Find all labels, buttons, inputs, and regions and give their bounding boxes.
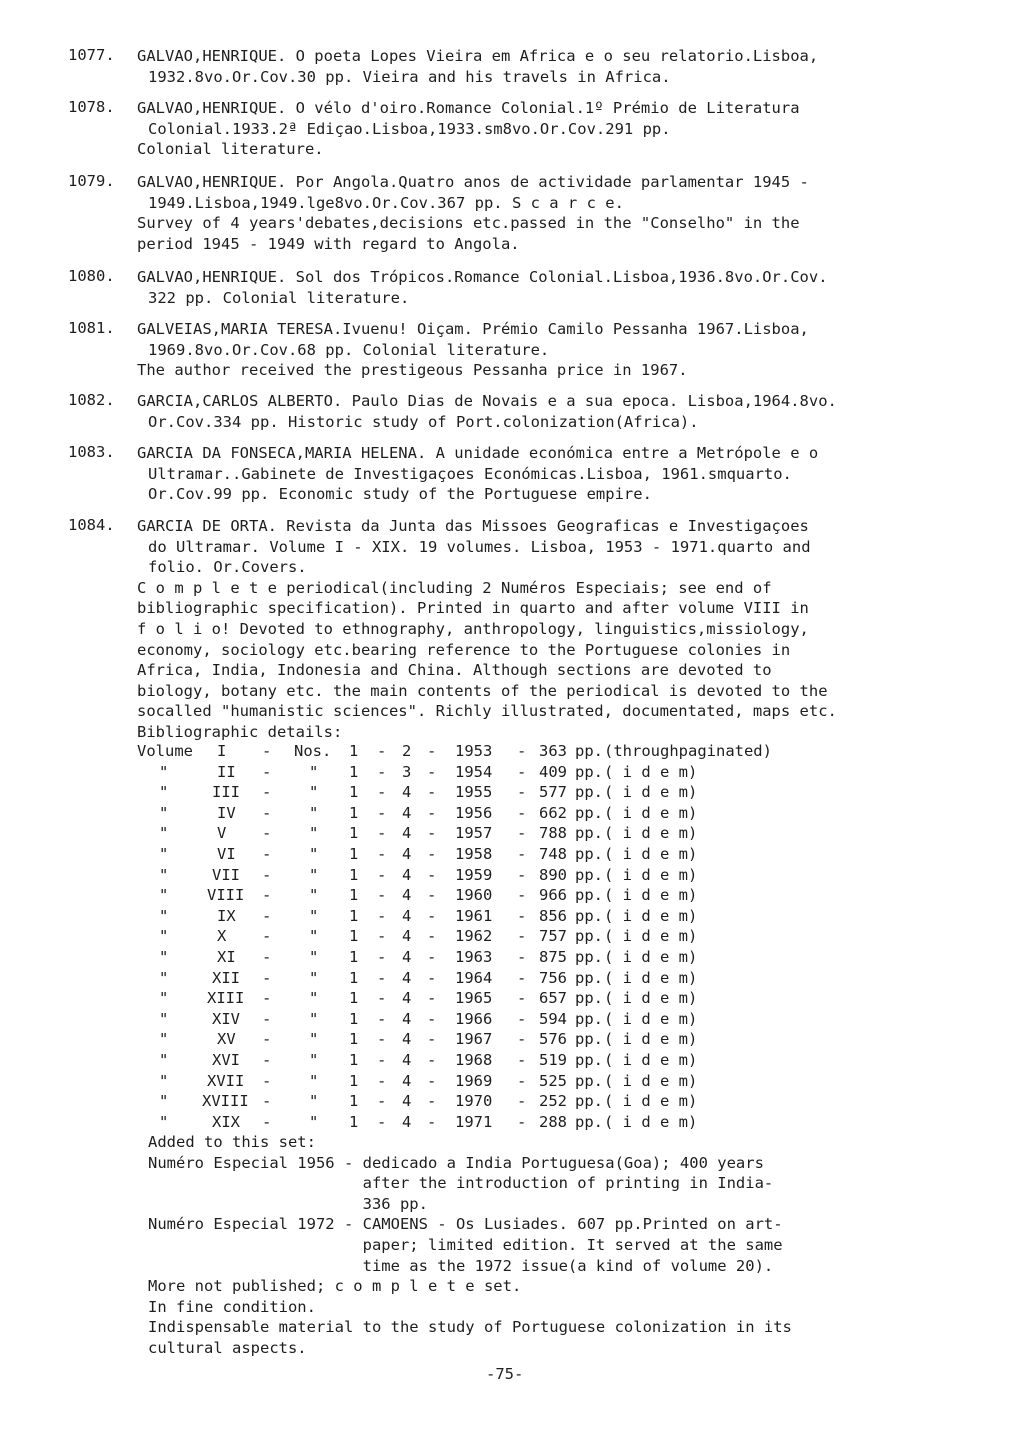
entry-line: GALVAO,HENRIQUE. O poeta Lopes Vieira em Africa e o seu relatorio.Lisboa, (137, 47, 819, 65)
volume-year: 1955 (455, 783, 493, 802)
volume-year: 1958 (455, 845, 493, 863)
volume-roman: XVIII (202, 1092, 249, 1111)
volume-pages: 748 (539, 845, 567, 863)
issue-from: 1 (349, 989, 359, 1008)
volume-note: ( i d e m) (604, 824, 698, 843)
separator: - (517, 762, 527, 781)
volume-note: ( i d e m) (604, 803, 698, 822)
volume-roman: XVI (212, 1051, 240, 1069)
volume-note: ( i d e m) (604, 1071, 698, 1090)
issue-to: 4 (402, 1051, 412, 1069)
volume-year: 1966 (455, 1009, 493, 1028)
issue-from: 1 (349, 783, 359, 802)
issue-from: 1 (349, 1112, 359, 1131)
separator: - (427, 845, 437, 863)
volume-pages: 409 (539, 762, 567, 781)
separator: - (262, 1051, 272, 1069)
separator: - (377, 989, 387, 1008)
issue-to: 4 (402, 1030, 412, 1049)
entry-line: C o m p l e t e periodical(including 2 Numéros Especiais; see end of (137, 578, 772, 597)
separator: - (427, 886, 437, 905)
nos-label: " (309, 783, 319, 802)
pages-unit: pp. (575, 865, 603, 884)
separator: - (377, 968, 387, 987)
volume-note: ( i d e m) (604, 989, 698, 1008)
separator: - (427, 968, 437, 987)
separator: - (377, 1112, 387, 1131)
volume-note: ( i d e m) (604, 1051, 698, 1069)
separator: - (517, 783, 527, 802)
volume-year: 1965 (455, 989, 493, 1008)
volume-pages: 890 (539, 865, 567, 884)
volume-pages: 252 (539, 1092, 567, 1111)
volume-pages: 577 (539, 783, 567, 802)
nos-label: " (309, 824, 319, 843)
nos-label: " (309, 906, 319, 925)
entry-line: folio. Or.Covers. (148, 558, 307, 577)
volume-pages: 576 (539, 1030, 567, 1049)
volume-pages: 288 (539, 1112, 567, 1131)
entry-number: 1082. (68, 391, 115, 409)
tail-line: More not published; c o m p l e t e set. (148, 1277, 522, 1296)
entry-line: Or.Cov.99 pp. Economic study of the Portuguese empire. (148, 485, 652, 504)
separator: - (427, 927, 437, 946)
issue-to: 4 (402, 948, 412, 966)
volume-note: ( i d e m) (604, 968, 698, 987)
separator: - (517, 906, 527, 925)
entry-number: 1084. (68, 516, 115, 534)
issue-to: 4 (402, 865, 412, 884)
issue-to: 3 (402, 762, 412, 781)
separator: - (262, 906, 272, 925)
volume-pages: 657 (539, 989, 567, 1008)
entry-line: Ultramar..Gabinete de Investigaçoes Económicas.Lisboa, 1961.smquarto. (148, 464, 792, 483)
entry-line: 1969.8vo.Or.Cov.68 pp. Colonial literature. (148, 340, 550, 359)
issue-to: 4 (402, 906, 412, 925)
separator: - (427, 783, 437, 802)
separator: - (262, 803, 272, 822)
volume-roman: XIX (212, 1112, 240, 1131)
volume-label: " (159, 1071, 169, 1090)
volume-roman: VII (212, 865, 240, 884)
volume-roman: XIV (212, 1009, 240, 1028)
issue-to: 4 (402, 1092, 412, 1111)
tail-line: Added to this set: (148, 1133, 316, 1151)
separator: - (262, 742, 272, 760)
pages-unit: pp. (575, 803, 603, 822)
separator: - (517, 1071, 527, 1090)
nos-label: " (309, 968, 319, 987)
volume-label: " (159, 1051, 169, 1069)
issue-to: 2 (402, 742, 412, 760)
nos-label: " (309, 762, 319, 781)
volume-year: 1967 (455, 1030, 493, 1049)
volume-roman: XI (217, 948, 236, 966)
entry-line: 1949.Lisboa,1949.lge8vo.Or.Cov.367 pp. S c a r c e. (148, 193, 624, 212)
volume-label: " (159, 989, 169, 1008)
separator: - (377, 1030, 387, 1049)
separator: - (377, 783, 387, 802)
tail-line: cultural aspects. (148, 1339, 307, 1357)
pages-unit: pp. (575, 989, 603, 1008)
page-number: -75- (486, 1365, 524, 1383)
volume-note: ( i d e m) (604, 948, 698, 966)
separator: - (427, 906, 437, 925)
separator: - (517, 1112, 527, 1131)
volume-year: 1963 (455, 948, 493, 966)
entry-number: 1078. (68, 98, 115, 116)
separator: - (517, 803, 527, 822)
entry-line: GARCIA,CARLOS ALBERTO. Paulo Dias de Novais e a sua epoca. Lisboa,1964.8vo. (137, 392, 837, 410)
volume-pages: 856 (539, 906, 567, 925)
volume-label: " (159, 948, 169, 966)
pages-unit: pp. (575, 1092, 603, 1111)
separator: - (262, 989, 272, 1008)
entry-line: The author received the prestigeous Pessanha price in 1967. (137, 361, 688, 380)
volume-label: " (159, 886, 169, 905)
pages-unit: pp. (575, 824, 603, 843)
pages-unit: pp. (575, 886, 603, 905)
pages-unit: pp. (575, 845, 603, 863)
separator: - (517, 824, 527, 843)
entry-line: Or.Cov.334 pp. Historic study of Port.colonization(Africa). (148, 412, 699, 431)
volume-year: 1964 (455, 968, 493, 987)
volume-pages: 363 (539, 742, 567, 760)
separator: - (262, 1071, 272, 1090)
separator: - (517, 865, 527, 884)
volume-label: " (159, 1030, 169, 1049)
volume-label: " (159, 906, 169, 925)
volume-roman: XVII (207, 1071, 245, 1090)
nos-label: Nos. (294, 742, 332, 760)
tail-line: Numéro Especial 1972 - CAMOENS - Os Lusiades. 607 pp.Printed on art- (148, 1215, 783, 1234)
volume-pages: 525 (539, 1071, 567, 1090)
issue-from: 1 (349, 762, 359, 781)
entry-line: GALVAO,HENRIQUE. Por Angola.Quatro anos de actividade parlamentar 1945 - (137, 173, 809, 191)
separator: - (427, 824, 437, 843)
nos-label: " (309, 886, 319, 905)
separator: - (517, 989, 527, 1008)
separator: - (427, 742, 437, 760)
issue-to: 4 (402, 927, 412, 946)
volume-label: " (159, 968, 169, 987)
entry-line: Colonial literature. (137, 140, 324, 159)
separator: - (427, 948, 437, 966)
volume-label: " (159, 1112, 169, 1131)
volume-pages: 594 (539, 1009, 567, 1028)
volume-pages: 788 (539, 824, 567, 843)
issue-from: 1 (349, 1071, 359, 1090)
separator: - (377, 762, 387, 781)
separator: - (427, 1030, 437, 1049)
separator: - (427, 762, 437, 781)
separator: - (377, 1092, 387, 1111)
volume-note: ( i d e m) (604, 1112, 698, 1131)
separator: - (427, 1051, 437, 1069)
issue-from: 1 (349, 1030, 359, 1049)
volume-roman: IV (217, 803, 236, 822)
issue-to: 4 (402, 803, 412, 822)
pages-unit: pp. (575, 1009, 603, 1028)
issue-to: 4 (402, 989, 412, 1008)
tail-line: Indispensable material to the study of Portuguese colonization in its (148, 1318, 792, 1337)
pages-unit: pp. (575, 1112, 603, 1131)
entry-line: GALVAO,HENRIQUE. O vélo d'oiro.Romance Colonial.1º Prémio de Literatura (137, 99, 800, 117)
separator: - (517, 1092, 527, 1111)
separator: - (377, 845, 387, 863)
volume-roman: V (217, 824, 227, 843)
volume-note: ( i d e m) (604, 762, 698, 781)
separator: - (262, 968, 272, 987)
entry-line: f o l i o! Devoted to ethnography, anthropology, linguistics,missiology, (137, 620, 809, 638)
separator: - (377, 742, 387, 760)
nos-label: " (309, 927, 319, 946)
pages-unit: pp. (575, 968, 603, 987)
volume-label: " (159, 1092, 169, 1111)
issue-to: 4 (402, 1009, 412, 1028)
pages-unit: pp. (575, 742, 603, 760)
issue-from: 1 (349, 803, 359, 822)
issue-to: 4 (402, 968, 412, 987)
separator: - (517, 886, 527, 905)
volume-roman: X (217, 927, 227, 946)
separator: - (377, 803, 387, 822)
entry-line: Colonial.1933.2ª Ediçao.Lisboa,1933.sm8vo.Or.Cov.291 pp. (148, 119, 671, 138)
issue-from: 1 (349, 742, 359, 760)
volume-year: 1957 (455, 824, 493, 843)
separator: - (377, 824, 387, 843)
pages-unit: pp. (575, 1030, 603, 1049)
separator: - (517, 1009, 527, 1028)
volume-roman: XV (217, 1030, 236, 1049)
volume-pages: 875 (539, 948, 567, 966)
separator: - (517, 968, 527, 987)
pages-unit: pp. (575, 783, 603, 802)
nos-label: " (309, 1009, 319, 1028)
entry-number: 1077. (68, 46, 115, 64)
volume-label: " (159, 845, 169, 863)
volume-year: 1970 (455, 1092, 493, 1111)
separator: - (517, 927, 527, 946)
volume-roman: XII (212, 968, 240, 987)
pages-unit: pp. (575, 906, 603, 925)
volume-note: ( i d e m) (604, 845, 698, 863)
issue-from: 1 (349, 824, 359, 843)
volume-note: ( i d e m) (604, 783, 698, 802)
volume-note: ( i d e m) (604, 1030, 698, 1049)
nos-label: " (309, 845, 319, 863)
separator: - (427, 1092, 437, 1111)
separator: - (517, 1051, 527, 1069)
volume-note: (throughpaginated) (604, 742, 772, 760)
volume-year: 1969 (455, 1071, 493, 1090)
volume-pages: 757 (539, 927, 567, 946)
volume-year: 1968 (455, 1051, 493, 1069)
separator: - (262, 783, 272, 802)
separator: - (517, 742, 527, 760)
volume-year: 1954 (455, 762, 493, 781)
nos-label: " (309, 1112, 319, 1131)
separator: - (262, 1092, 272, 1111)
issue-to: 4 (402, 1112, 412, 1131)
volume-roman: VI (217, 845, 236, 863)
volume-year: 1960 (455, 886, 493, 905)
pages-unit: pp. (575, 927, 603, 946)
volume-label: " (159, 927, 169, 946)
entry-number: 1080. (68, 267, 115, 285)
volume-label: " (159, 783, 169, 802)
separator: - (262, 886, 272, 905)
entry-line: Survey of 4 years'debates,decisions etc.passed in the "Conselho" in the (137, 214, 800, 233)
nos-label: " (309, 1092, 319, 1111)
separator: - (427, 1071, 437, 1090)
nos-label: " (309, 803, 319, 822)
volume-note: ( i d e m) (604, 865, 698, 884)
entry-line: 1932.8vo.Or.Cov.30 pp. Vieira and his travels in Africa. (148, 67, 671, 86)
entry-number: 1081. (68, 319, 115, 337)
issue-from: 1 (349, 865, 359, 884)
entry-line: GARCIA DE ORTA. Revista da Junta das Missoes Geograficas e Investigaçoes (137, 517, 809, 535)
entry-line: economy, sociology etc.bearing reference to the Portuguese colonies in (137, 640, 791, 659)
nos-label: " (309, 948, 319, 966)
entry-line: GARCIA DA FONSECA,MARIA HELENA. A unidade económica entre a Metrópole e o (137, 444, 819, 462)
separator: - (262, 824, 272, 843)
volume-label: " (159, 1009, 169, 1028)
tail-line: paper; limited edition. It served at the same (148, 1236, 783, 1254)
volume-pages: 662 (539, 803, 567, 822)
volume-roman: XIII (207, 989, 245, 1008)
nos-label: " (309, 989, 319, 1008)
tail-line: time as the 1972 issue(a kind of volume 20). (148, 1256, 774, 1275)
separator: - (427, 989, 437, 1008)
separator: - (262, 1030, 272, 1049)
entry-line: 322 pp. Colonial literature. (148, 288, 410, 307)
nos-label: " (309, 1071, 319, 1090)
issue-from: 1 (349, 845, 359, 863)
entry-line: GALVAO,HENRIQUE. Sol dos Trópicos.Romance Colonial.Lisboa,1936.8vo.Or.Cov. (137, 268, 828, 286)
tail-line: Numéro Especial 1956 - dedicado a India Portuguesa(Goa); 400 years (148, 1153, 764, 1172)
separator: - (262, 1009, 272, 1028)
volume-year: 1953 (455, 742, 493, 760)
volume-year: 1962 (455, 927, 493, 946)
volume-pages: 966 (539, 886, 567, 905)
pages-unit: pp. (575, 762, 603, 781)
issue-to: 4 (402, 1071, 412, 1090)
separator: - (262, 1112, 272, 1131)
separator: - (377, 927, 387, 946)
issue-to: 4 (402, 845, 412, 863)
separator: - (262, 762, 272, 781)
pages-unit: pp. (575, 948, 603, 966)
separator: - (427, 1009, 437, 1028)
volume-note: ( i d e m) (604, 906, 698, 925)
volume-year: 1961 (455, 906, 493, 925)
issue-from: 1 (349, 886, 359, 905)
issue-from: 1 (349, 1051, 359, 1069)
separator: - (377, 886, 387, 905)
entry-number: 1083. (68, 443, 115, 461)
separator: - (427, 803, 437, 822)
volume-roman: III (212, 783, 240, 802)
entry-line: Africa, India, Indonesia and China. Although sections are devoted to (137, 661, 772, 680)
entry-line: Bibliographic details: (137, 723, 343, 741)
issue-from: 1 (349, 906, 359, 925)
separator: - (517, 845, 527, 863)
nos-label: " (309, 1051, 319, 1069)
tail-line: In fine condition. (148, 1297, 316, 1316)
volume-year: 1956 (455, 803, 493, 822)
separator: - (377, 948, 387, 966)
volume-pages: 519 (539, 1051, 567, 1069)
volume-label: Volume (137, 742, 193, 760)
issue-from: 1 (349, 968, 359, 987)
issue-from: 1 (349, 1092, 359, 1111)
nos-label: " (309, 865, 319, 884)
issue-to: 4 (402, 886, 412, 905)
volume-label: " (159, 762, 169, 781)
volume-label: " (159, 865, 169, 884)
entry-line: socalled "humanistic sciences". Richly illustrated, documentated, maps etc. (137, 702, 837, 721)
entry-line: biology, botany etc. the main contents of the periodical is devoted to the (137, 681, 828, 700)
volume-label: " (159, 824, 169, 843)
volume-note: ( i d e m) (604, 927, 698, 946)
entry-line: do Ultramar. Volume I - XIX. 19 volumes. Lisboa, 1953 - 1971.quarto and (148, 537, 811, 556)
pages-unit: pp. (575, 1071, 603, 1090)
volume-pages: 756 (539, 968, 567, 987)
volume-roman: I (217, 742, 227, 760)
separator: - (377, 1071, 387, 1090)
separator: - (262, 948, 272, 966)
issue-from: 1 (349, 948, 359, 966)
volume-year: 1971 (455, 1112, 493, 1131)
separator: - (377, 1009, 387, 1028)
separator: - (377, 1051, 387, 1069)
separator: - (377, 906, 387, 925)
volume-label: " (159, 803, 169, 822)
volume-year: 1959 (455, 865, 493, 884)
issue-to: 4 (402, 824, 412, 843)
separator: - (517, 948, 527, 966)
separator: - (262, 927, 272, 946)
issue-from: 1 (349, 1009, 359, 1028)
entry-line: bibliographic specification). Printed in quarto and after volume VIII in (137, 599, 809, 618)
volume-roman: IX (217, 906, 236, 925)
separator: - (427, 865, 437, 884)
entry-number: 1079. (68, 172, 115, 190)
pages-unit: pp. (575, 1051, 603, 1069)
separator: - (262, 865, 272, 884)
volume-note: ( i d e m) (604, 1009, 698, 1028)
entry-line: GALVEIAS,MARIA TERESA.Ivuenu! Oiçam. Prémio Camilo Pessanha 1967.Lisboa, (137, 320, 809, 338)
entry-line: period 1945 - 1949 with regard to Angola. (137, 234, 520, 253)
volume-roman: II (217, 762, 236, 781)
separator: - (377, 865, 387, 884)
separator: - (262, 845, 272, 863)
volume-note: ( i d e m) (604, 886, 698, 905)
volume-note: ( i d e m) (604, 1092, 698, 1111)
issue-to: 4 (402, 783, 412, 802)
separator: - (427, 1112, 437, 1131)
tail-line: after the introduction of printing in India- (148, 1174, 774, 1193)
separator: - (517, 1030, 527, 1049)
tail-line: 336 pp. (148, 1194, 428, 1213)
nos-label: " (309, 1030, 319, 1049)
volume-roman: VIII (207, 886, 245, 905)
issue-from: 1 (349, 927, 359, 946)
